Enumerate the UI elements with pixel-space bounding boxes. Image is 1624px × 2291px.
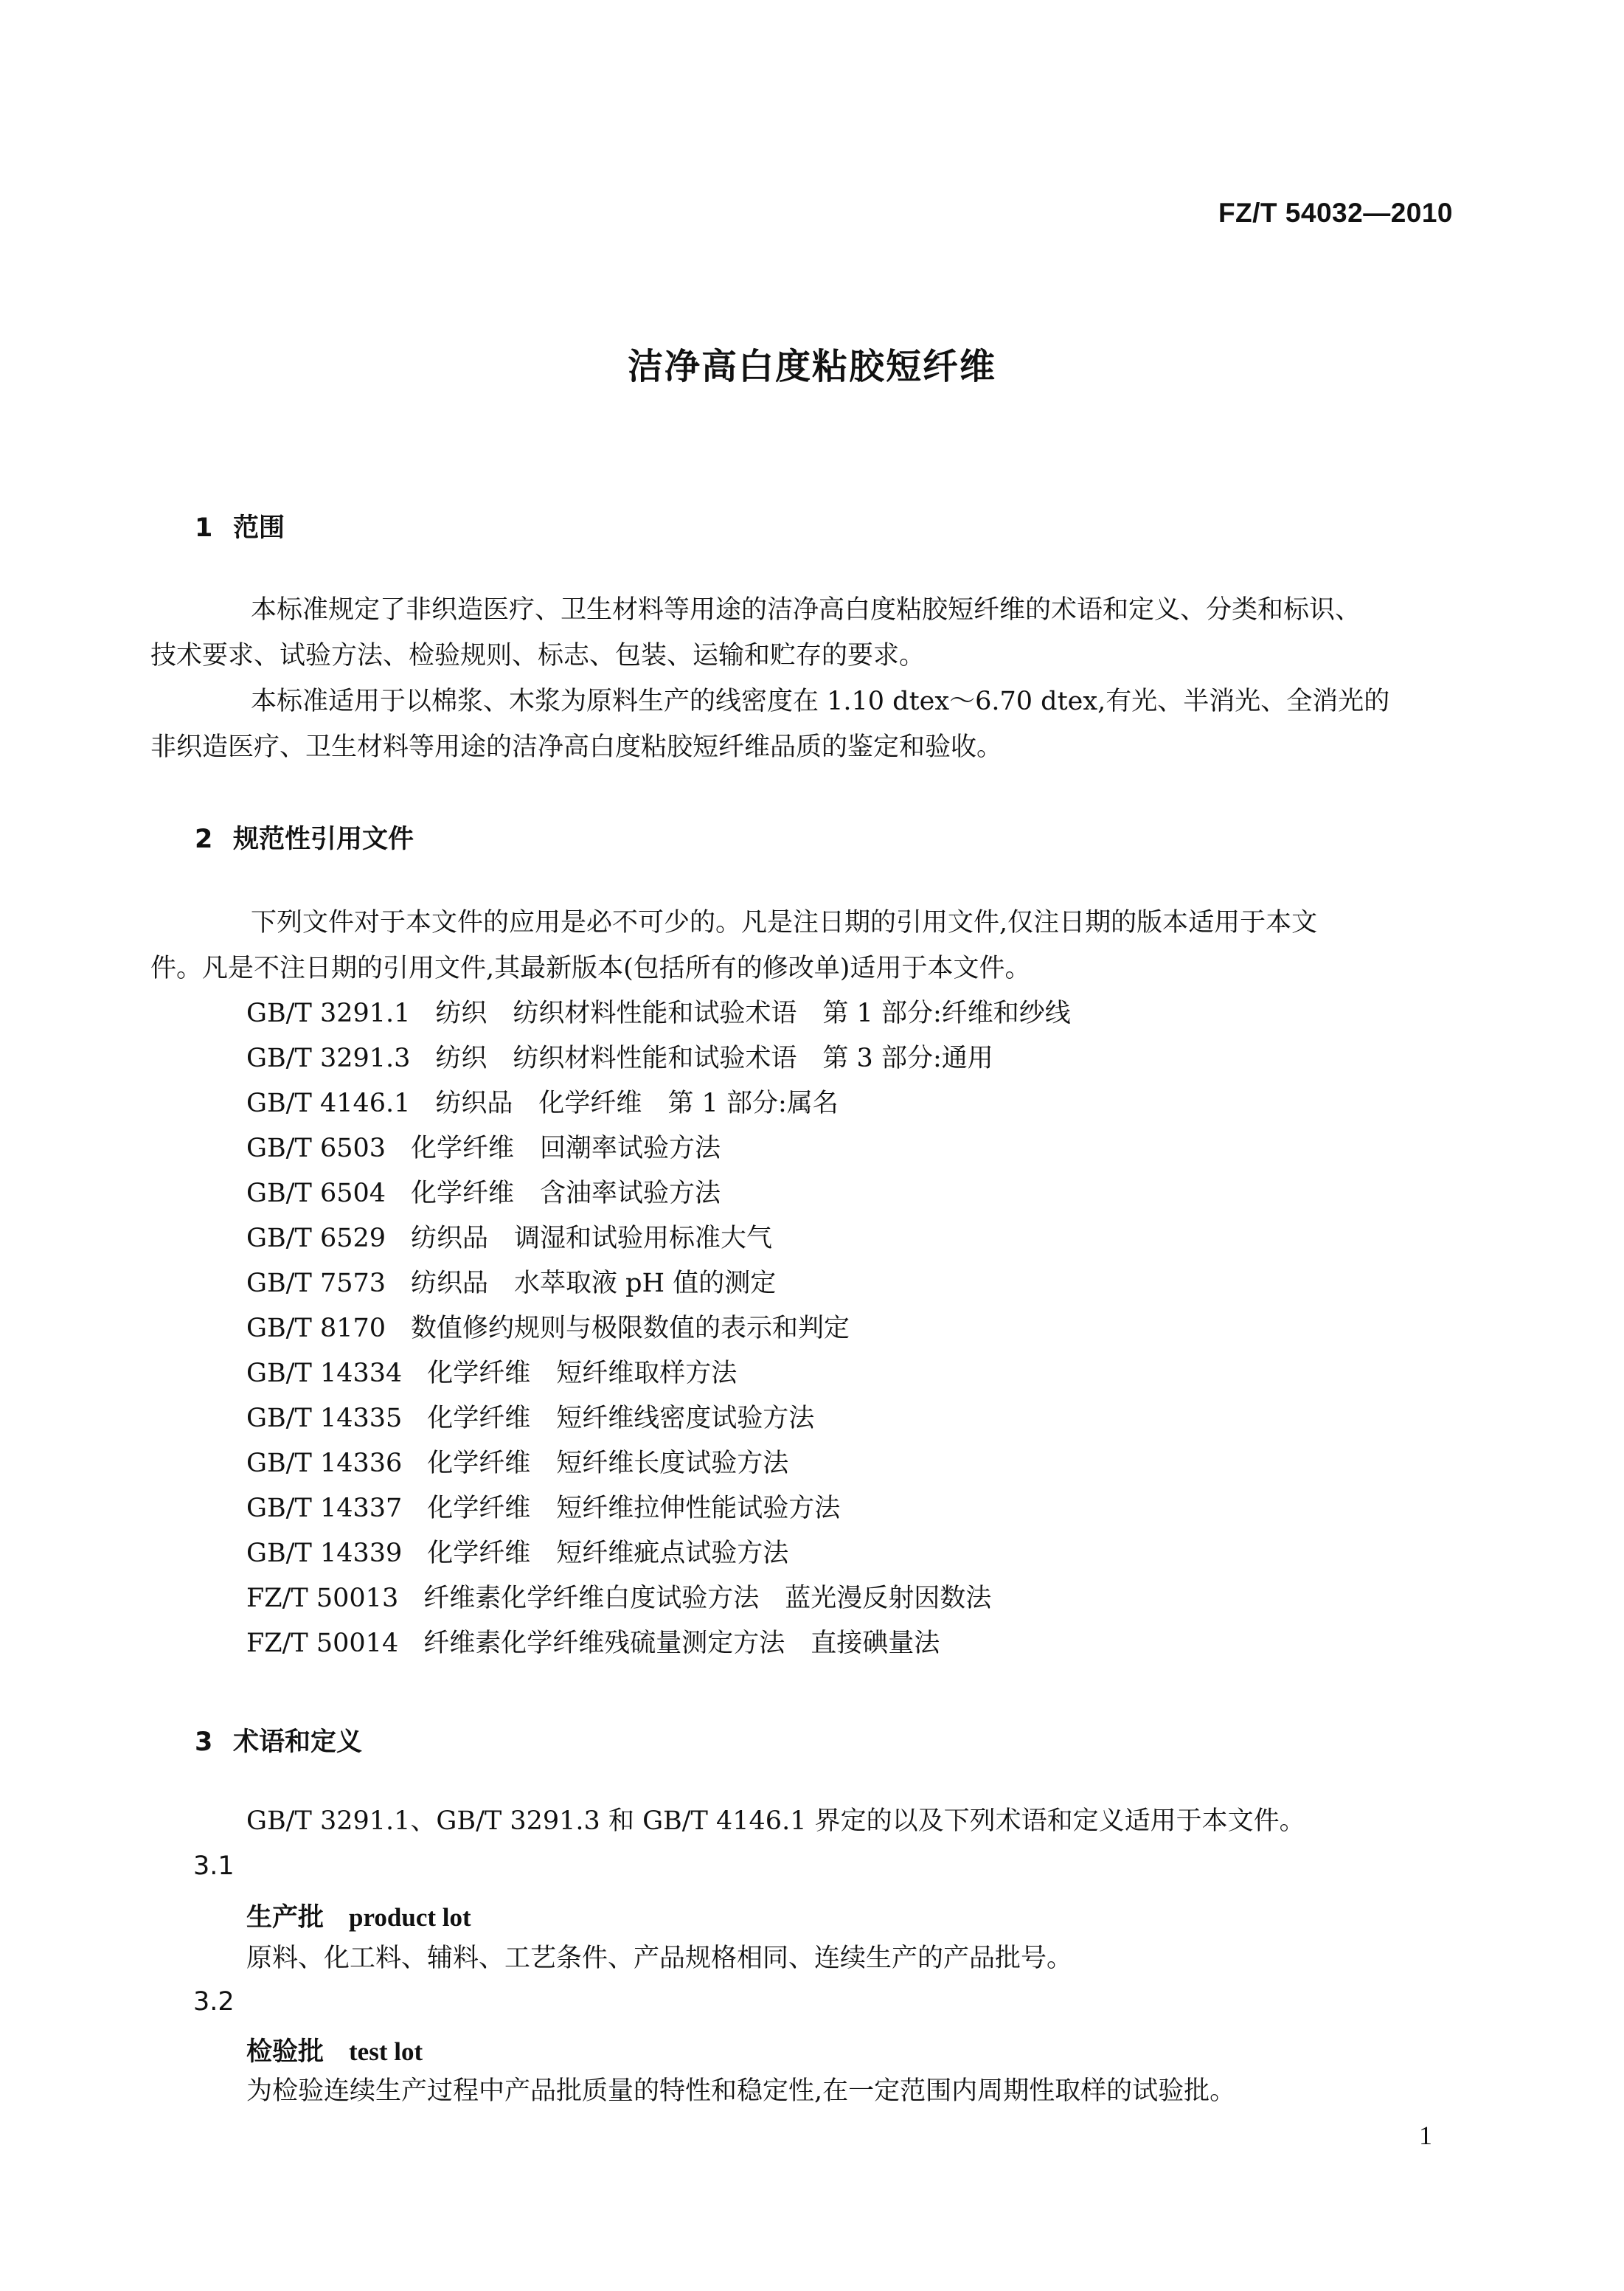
reference-item xyxy=(246,1531,1071,1576)
reference-code: GB/T 14339 xyxy=(246,1539,403,1568)
reference-item xyxy=(246,1306,1071,1351)
document-title: 洁净高白度粘胶短纤维 xyxy=(627,346,996,387)
reference-item xyxy=(246,991,1071,1036)
reference-item xyxy=(246,1621,1071,1666)
reference-list xyxy=(246,991,1071,1666)
reference-code: GB/T 8170 xyxy=(246,1314,386,1343)
reference-item xyxy=(246,1261,1071,1306)
term-3-2-number: 3.2 xyxy=(193,1987,235,2017)
reference-item xyxy=(246,1441,1071,1486)
reference-title: 化学纤维 含油率试验方法 xyxy=(411,1179,721,1208)
reference-item xyxy=(246,1486,1071,1531)
reference-title: 纺织 纺织材料性能和试验术语 第 1 部分:纤维和纱线 xyxy=(435,999,1071,1028)
reference-code: GB/T 14334 xyxy=(246,1359,403,1388)
reference-item xyxy=(246,1396,1071,1441)
term-3-2-definition: 为检验连续生产过程中产品批质量的特性和稳定性,在一定范围内周期性取样的试验批。 xyxy=(246,2076,1236,2106)
term-chinese: 检验批 xyxy=(246,2037,325,2067)
term-chinese: 生产批 xyxy=(246,1903,325,1933)
reference-code: GB/T 3291.1 xyxy=(246,999,411,1028)
reference-item xyxy=(246,1126,1071,1171)
section-number: 2 xyxy=(195,825,213,854)
reference-code: FZ/T 50014 xyxy=(246,1629,399,1658)
section-number: 3 xyxy=(195,1727,213,1757)
section-title: 术语和定义 xyxy=(233,1727,363,1757)
section-number: 1 xyxy=(195,513,213,543)
section-1-paragraph-2 xyxy=(150,679,1451,770)
reference-code: GB/T 4146.1 xyxy=(246,1089,411,1118)
standard-code: FZ/T 54032—2010 xyxy=(1218,198,1453,228)
reference-title: 化学纤维 短纤维取样方法 xyxy=(427,1359,738,1388)
reference-item xyxy=(246,1036,1071,1081)
reference-title: 纤维素化学纤维残硫量测定方法 直接碘量法 xyxy=(423,1629,940,1658)
reference-item xyxy=(246,1576,1071,1621)
paragraph-line: 件。凡是不注日期的引用文件,其最新版本(包括所有的修改单)适用于本文件。 xyxy=(150,954,1031,983)
section-1-paragraph-1 xyxy=(150,587,1451,679)
reference-title: 化学纤维 短纤维疵点试验方法 xyxy=(427,1539,789,1568)
section-2-heading xyxy=(195,819,414,856)
reference-code: GB/T 14335 xyxy=(246,1404,403,1433)
term-english: product lot xyxy=(349,1903,471,1932)
reference-code: FZ/T 50013 xyxy=(246,1584,399,1613)
reference-item xyxy=(246,1081,1071,1126)
reference-title: 纺织 纺织材料性能和试验术语 第 3 部分:通用 xyxy=(435,1044,993,1073)
reference-code: GB/T 14337 xyxy=(246,1494,403,1523)
reference-code: GB/T 7573 xyxy=(246,1269,386,1298)
reference-item xyxy=(246,1171,1071,1216)
reference-title: 化学纤维 短纤维线密度试验方法 xyxy=(427,1404,815,1433)
page-number: 1 xyxy=(1419,2121,1432,2150)
term-3-1 xyxy=(246,1897,471,1934)
reference-title: 化学纤维 短纤维长度试验方法 xyxy=(427,1449,789,1478)
term-3-2 xyxy=(246,2031,423,2068)
reference-code: GB/T 6529 xyxy=(246,1224,386,1253)
section-title: 范围 xyxy=(233,513,285,543)
reference-code: GB/T 6504 xyxy=(246,1179,386,1208)
reference-title: 纺织品 调湿和试验用标准大气 xyxy=(411,1224,773,1253)
reference-title: 数值修约规则与极限数值的表示和判定 xyxy=(411,1314,850,1343)
section-title: 规范性引用文件 xyxy=(233,825,414,854)
term-3-1-definition: 原料、化工料、辅料、工艺条件、产品规格相同、连续生产的产品批号。 xyxy=(246,1944,1073,1973)
paragraph-line: 非织造医疗、卫生材料等用途的洁净高白度粘胶短纤维品质的鉴定和验收。 xyxy=(150,732,1003,762)
reference-code: GB/T 6503 xyxy=(246,1134,386,1163)
section-2-intro xyxy=(150,900,1451,991)
paragraph-line: 本标准规定了非织造医疗、卫生材料等用途的洁净高白度粘胶短纤维的术语和定义、分类和标识、 xyxy=(251,595,1361,625)
reference-title: 纺织品 水萃取液 pH 值的测定 xyxy=(411,1269,777,1298)
paragraph-line: 下列文件对于本文件的应用是必不可少的。凡是注日期的引用文件,仅注日期的版本适用于本文 xyxy=(251,908,1318,937)
paragraph-line: 技术要求、试验方法、检验规则、标志、包装、运输和贮存的要求。 xyxy=(150,641,926,670)
paragraph-line: 本标准适用于以棉浆、木浆为原料生产的线密度在 1.10 dtex～6.70 dtex,有光、半消光、全消光的 xyxy=(251,687,1390,716)
term-english: test lot xyxy=(349,2037,423,2066)
reference-title: 纺织品 化学纤维 第 1 部分:属名 xyxy=(435,1089,839,1118)
reference-title: 纤维素化学纤维白度试验方法 蓝光漫反射因数法 xyxy=(423,1584,992,1613)
reference-item xyxy=(246,1216,1071,1261)
reference-code: GB/T 14336 xyxy=(246,1449,403,1478)
section-1-heading xyxy=(195,507,285,544)
reference-item xyxy=(246,1351,1071,1396)
reference-title: 化学纤维 回潮率试验方法 xyxy=(411,1134,721,1163)
reference-code: GB/T 3291.3 xyxy=(246,1044,411,1073)
term-3-1-number: 3.1 xyxy=(193,1851,235,1881)
section-3-intro: GB/T 3291.1、GB/T 3291.3 和 GB/T 4146.1 界定的以及下列术语和定义适用于本文件。 xyxy=(246,1806,1305,1836)
reference-title: 化学纤维 短纤维拉伸性能试验方法 xyxy=(427,1494,841,1523)
section-3-heading xyxy=(195,1722,362,1758)
